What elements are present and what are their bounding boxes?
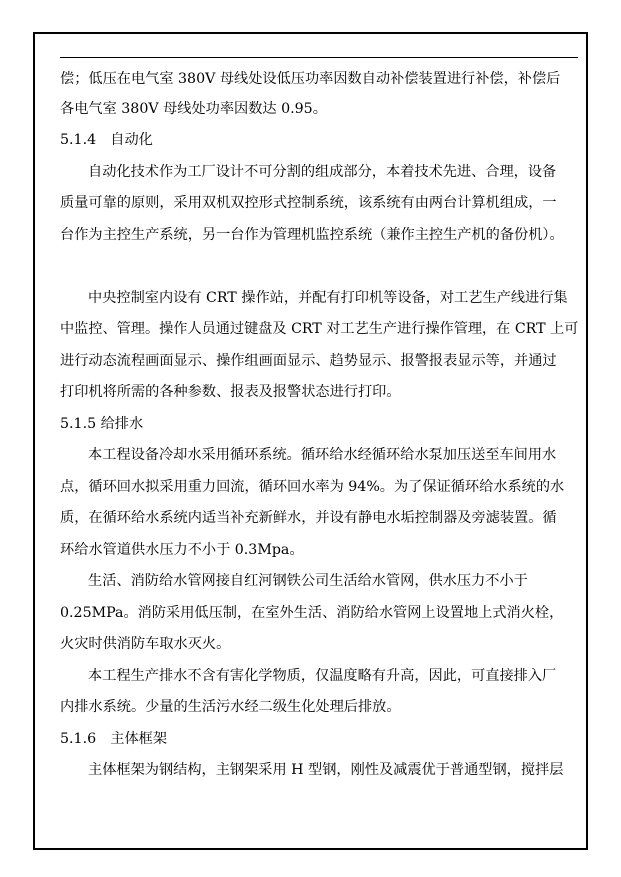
text-line: 环给水管道供水压力不小于 0.3Mpa。 — [60, 542, 304, 558]
section-heading: 5.1.5 给排水 — [60, 416, 144, 432]
text-line: 本工程设备冷却水采用循环系统。循环给水经循环给水泵加压送至车间用水 — [88, 447, 557, 463]
text-line: 生活、消防给水管网接自红河钢铁公司生活给水管网，供水压力不小于 — [88, 573, 528, 589]
section-heading: 5.1.6 主体框架 — [60, 731, 168, 747]
section-heading: 5.1.4 自动化 — [60, 132, 153, 148]
text-line: 中监控、管理。操作人员通过键盘及 CRT 对工艺生产进行操作管理，在 CRT 上可 — [60, 321, 579, 337]
text-line: 进行动态流程画面显示、操作组画面显示、趋势显示、报警报表显示等，并通过 — [60, 353, 557, 369]
text-line: 内排水系统。少量的生活污水经二级生化处理后排放。 — [60, 699, 401, 715]
text-line: 台作为主控生产系统，另一台作为管理机监控系统（兼作主控生产机的备份机）。 — [60, 227, 564, 243]
header-rule — [60, 57, 578, 58]
text-line: 中央控制室内设有 CRT 操作站，并配有打印机等设备，对工艺生产线进行集 — [88, 290, 568, 306]
text-line: 各电气室 380V 母线处功率因数达 0.95。 — [60, 101, 327, 117]
text-line: 火灾时供消防车取水灭火。 — [60, 636, 231, 652]
text-line: 0.25MPa。消防采用低压制，在室外生活、消防给水管网上设置地上式消火栓， — [60, 605, 564, 621]
text-line: 主体框架为钢结构，主钢架采用 H 型钢，刚性及减震优于普通型钢，搅拌层 — [88, 762, 564, 778]
text-line: 打印机将所需的各种参数、报表及报警状态进行打印。 — [60, 384, 401, 400]
text-line: 点，循环回水拟采用重力回流，循环回水率为 94%。为了保证循环给水系统的水 — [60, 479, 565, 495]
text-line: 本工程生产排水不含有害化学物质，仅温度略有升高，因此，可直接排入厂 — [88, 668, 557, 684]
text-line: 质量可靠的原则，采用双机双控形式控制系统，该系统有由两台计算机组成，一 — [60, 195, 557, 211]
text-line: 偿；低压在电气室 380V 母线处设低压功率因数自动补偿装置进行补偿，补偿后 — [60, 71, 561, 87]
page-border — [33, 32, 588, 850]
text-line: 自动化技术作为工厂设计不可分割的组成部分，本着技术先进、合理，设备 — [88, 164, 557, 180]
text-line: 质，在循环给水系统内适当补充新鲜水，并设有静电水垢控制器及旁滤装置。循 — [60, 510, 557, 526]
